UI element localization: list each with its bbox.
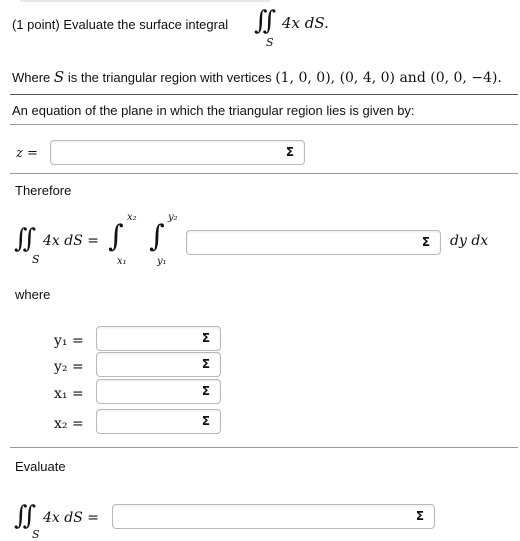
evaluate-input[interactable]	[112, 504, 435, 529]
where-word: Where	[12, 70, 51, 85]
x2-label: x₂ =	[54, 416, 84, 432]
lhs-region-sub: S	[32, 253, 40, 266]
outer-lower-limit: x₁	[117, 256, 127, 267]
double-integral-symbol: ∬	[254, 6, 277, 36]
where-label: where	[15, 287, 51, 302]
evaluate-double-integral-symbol: ∬	[14, 501, 37, 531]
region-description	[12, 68, 502, 86]
x1-input[interactable]	[96, 379, 221, 404]
evaluate-region-sub: S	[32, 528, 40, 541]
outer-upper-limit: x₂	[127, 212, 137, 223]
y2-label: y₂ =	[54, 359, 84, 375]
vertices: (1, 0, 0), (0, 4, 0) and (0, 0, −4).	[275, 70, 502, 86]
y1-input[interactable]	[96, 326, 221, 351]
divider-1	[10, 94, 518, 95]
x1-label: x₁ =	[54, 386, 84, 402]
lhs-double-integral-symbol: ∬	[14, 224, 37, 254]
plane-equation-input[interactable]	[50, 140, 305, 165]
lhs-integrand: 4x dS =	[43, 233, 99, 249]
points-label: (1 point)	[12, 17, 60, 32]
z-label: z =	[16, 146, 38, 161]
x2-input[interactable]	[96, 409, 221, 434]
y1-sigma-icon[interactable]: Σ	[201, 331, 211, 345]
x1-sigma-icon[interactable]: Σ	[201, 384, 211, 398]
outer-integral-symbol: ∫	[108, 219, 124, 254]
divider-3	[10, 173, 518, 174]
header-region-sub: S	[266, 36, 274, 49]
inner-upper-limit: y₂	[168, 212, 178, 223]
plane-sigma-icon[interactable]: Σ	[285, 145, 295, 159]
y2-sigma-icon[interactable]: Σ	[201, 357, 211, 371]
integrand-input[interactable]	[186, 230, 441, 255]
prompt-text: Evaluate the surface integral	[63, 17, 229, 32]
divider-2	[10, 124, 518, 125]
evaluate-integrand: 4x dS =	[43, 510, 99, 526]
divider-4	[10, 447, 518, 448]
header-integrand: 4x dS.	[282, 14, 329, 32]
plane-question: An equation of the plane in which the triangular region lies is given by:	[12, 103, 415, 118]
inner-lower-limit: y₁	[157, 256, 167, 267]
inner-integral-symbol: ∫	[149, 219, 165, 254]
differentials: dy dx	[450, 233, 489, 249]
evaluate-label: Evaluate	[15, 459, 66, 474]
x2-sigma-icon[interactable]: Σ	[201, 414, 211, 428]
region-text: is the triangular region with vertices	[67, 70, 272, 85]
integrand-sigma-icon[interactable]: Σ	[421, 235, 431, 249]
region-symbol: S	[53, 68, 65, 86]
evaluate-sigma-icon[interactable]: Σ	[415, 509, 425, 523]
therefore-label: Therefore	[15, 183, 72, 198]
y2-input[interactable]	[96, 352, 221, 377]
y1-label: y₁ =	[54, 333, 84, 349]
problem-statement	[12, 17, 228, 32]
